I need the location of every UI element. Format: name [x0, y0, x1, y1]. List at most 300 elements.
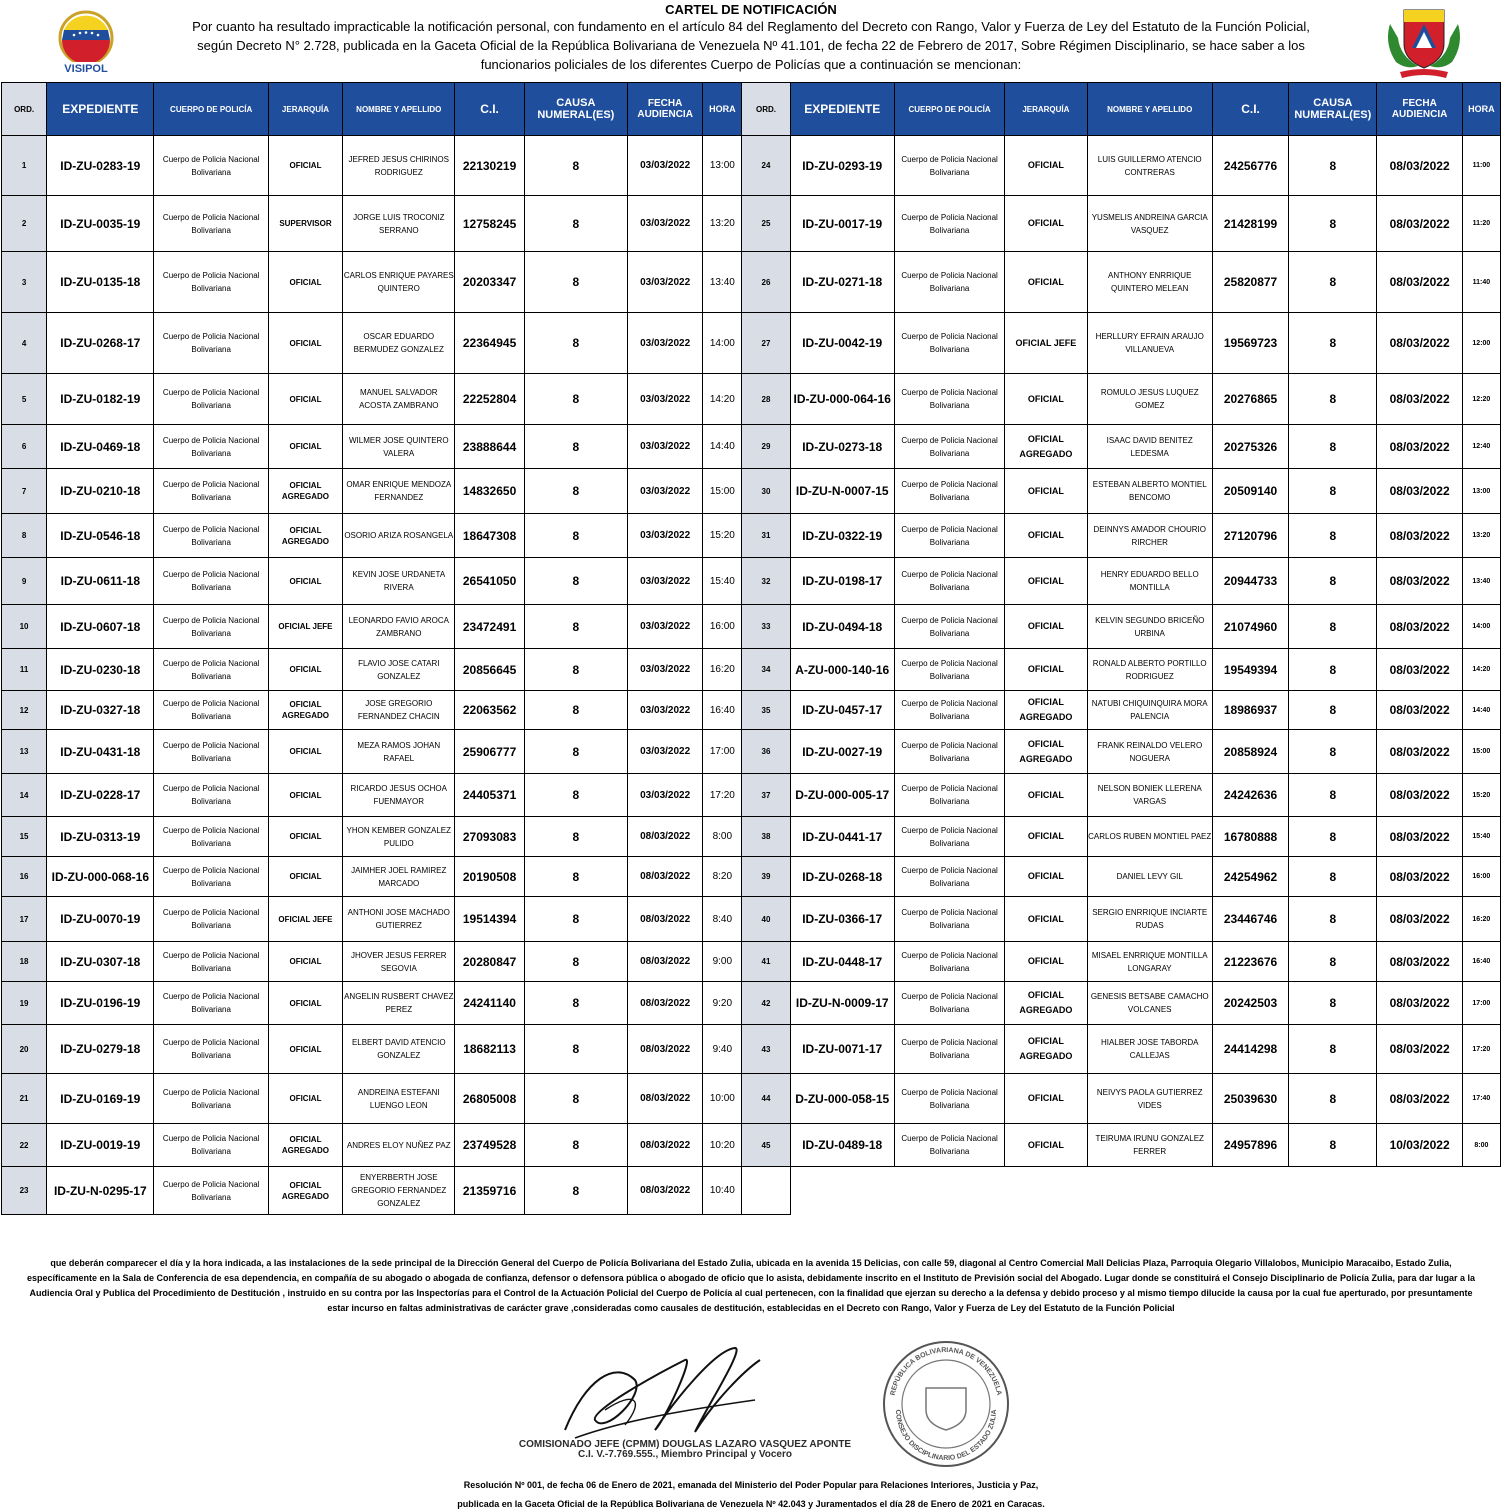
row-causa: 8: [524, 136, 627, 196]
row-ci: 20856645: [455, 649, 524, 691]
row-ci: 22252804: [455, 374, 524, 425]
signer-block: [470, 1440, 900, 1460]
row-ord: 23: [2, 1167, 47, 1215]
row-fecha: 03/03/2022: [628, 469, 703, 514]
row-expediente: ID-ZU-0607-18: [47, 605, 154, 649]
resolution-line-1: Resolución Nº 001, de fecha 06 de Enero de 2021, emanada del Ministerio del Poder Popular para Relaciones Interiores, Justicia y Paz,: [463, 1480, 1039, 1490]
row-ord: 43: [742, 1025, 790, 1074]
row-ci: 20858924: [1212, 730, 1288, 774]
row-ord: 17: [2, 897, 47, 942]
row-ci: 27093083: [455, 817, 524, 857]
row-jerarquia: OFICIAL: [268, 1025, 342, 1074]
row-causa: 8: [1289, 857, 1377, 897]
row-cuerpo: Cuerpo de Policia Nacional Bolivariana: [154, 313, 268, 374]
row-fecha: 08/03/2022: [1377, 1025, 1462, 1074]
row-hora: 11:40: [1462, 252, 1500, 313]
row-nombre: JEFRED JESUS CHIRINOS RODRIGUEZ: [343, 136, 455, 196]
table-row: [2, 649, 1501, 691]
row-nombre: GENESIS BETSABE CAMACHO VOLCANES: [1087, 982, 1212, 1025]
row-causa: 8: [1289, 558, 1377, 605]
row-ci: 21428199: [1212, 196, 1288, 252]
row-ord: 27: [742, 313, 790, 374]
table-row: [2, 313, 1501, 374]
row-nombre: ANGELIN RUSBERT CHAVEZ PEREZ: [343, 982, 455, 1025]
row-jerarquia: OFICIAL: [268, 1074, 342, 1124]
row-fecha: 08/03/2022: [1377, 649, 1462, 691]
row-hora: 10:00: [703, 1074, 742, 1124]
row-nombre: ISAAC DAVID BENITEZ LEDESMA: [1087, 425, 1212, 469]
table-row: [2, 982, 1501, 1025]
row-fecha: 08/03/2022: [628, 1074, 703, 1124]
footer-line-1: que deberán comparecer el día y la hora indicada, a las instalaciones de la sede principal de la Dirección General del Cuerpo de Policía Bolivariana del Estado Zulia, ubicada en la avenida 15 Delicias, con calle 59, diagonal al Centro Comercial Mall Delicias Plaza, Parroquia Olegario Villalobos, Municipio Maracaibo, Estado Zulia,: [50, 1258, 1452, 1268]
row-fecha: 08/03/2022: [1377, 514, 1462, 558]
row-nombre: WILMER JOSE QUINTERO VALERA: [343, 425, 455, 469]
row-causa: 8: [1289, 982, 1377, 1025]
row-expediente: ID-ZU-N-0295-17: [47, 1167, 154, 1215]
row-jerarquia: OFICIAL: [268, 313, 342, 374]
row-fecha: 08/03/2022: [1377, 558, 1462, 605]
row-expediente: ID-ZU-0027-19: [790, 730, 894, 774]
row-jerarquia: OFICIAL: [268, 982, 342, 1025]
row-ord: 18: [2, 942, 47, 982]
row-cuerpo: Cuerpo de Policia Nacional Bolivariana: [894, 313, 1004, 374]
row-ord: 35: [742, 691, 790, 730]
row-ci: 18682113: [455, 1025, 524, 1074]
row-nombre: JAIMHER JOEL RAMIREZ MARCADO: [343, 857, 455, 897]
table-row: [2, 691, 1501, 730]
intro-line-3: funcionarios policiales de los diferentes Cuerpo de Policías que a continuación se mencionan:: [480, 57, 1022, 72]
notice-intro: [150, 17, 1352, 74]
row-jerarquia: OFICIAL: [268, 774, 342, 817]
row-nombre: HIALBER JOSE TABORDA CALLEJAS: [1087, 1025, 1212, 1074]
row-causa: 8: [524, 605, 627, 649]
row-hora: 16:20: [703, 649, 742, 691]
empty-cell: [742, 1167, 790, 1215]
row-expediente: ID-ZU-0448-17: [790, 942, 894, 982]
row-fecha: 08/03/2022: [1377, 691, 1462, 730]
row-expediente: ID-ZU-0307-18: [47, 942, 154, 982]
row-hora: 12:00: [1462, 313, 1500, 374]
row-hora: 13:00: [703, 136, 742, 196]
row-causa: 8: [524, 1124, 627, 1167]
row-fecha: 08/03/2022: [1377, 425, 1462, 469]
row-expediente: ID-ZU-0283-19: [47, 136, 154, 196]
intro-line-1: Por cuanto ha resultado impracticable la notificación personal, con fundamento en el artículo 84 del Reglamento del Decreto con Rango, Valor y Fuerza de Ley del Estatuto de la Función Policial,: [192, 19, 1310, 34]
table-row: [2, 605, 1501, 649]
row-hora: 14:20: [703, 374, 742, 425]
row-nombre: OMAR ENRIQUE MENDOZA FERNANDEZ: [343, 469, 455, 514]
row-cuerpo: Cuerpo de Policia Nacional Bolivariana: [894, 425, 1004, 469]
zulia-coat-of-arms-icon: [1382, 4, 1466, 80]
row-cuerpo: Cuerpo de Policia Nacional Bolivariana: [894, 374, 1004, 425]
row-ci: 23749528: [455, 1124, 524, 1167]
row-cuerpo: Cuerpo de Policia Nacional Bolivariana: [154, 1074, 268, 1124]
seal-bottom-text: CONSEJO DISCIPLINARIO DEL ESTADO ZULIA: [893, 1409, 999, 1463]
handwritten-signature-icon: [545, 1340, 775, 1452]
row-fecha: 03/03/2022: [628, 196, 703, 252]
svg-text:REPÚBLICA BOLIVARIANA DE VENEZ: [890, 1347, 1003, 1396]
row-cuerpo: Cuerpo de Policia Nacional Bolivariana: [154, 196, 268, 252]
footer-line-2: específicamente en la Sala de Conferencia de esa dependencia, en compañía de su abogado o abogada de confianza, defensor o defensora pública o abogado de oficio que lo asista, debidamente inscrito en el Instituto de Previsión social del Abogado. Lugar donde se constituirá el Consejo Disciplinario de Policía Zulia, para dar lugar a la: [26, 1273, 1475, 1283]
row-jerarquia: OFICIAL: [268, 558, 342, 605]
row-causa: 8: [1289, 1025, 1377, 1074]
row-jerarquia: OFICIAL: [1005, 774, 1087, 817]
row-ci: 26805008: [455, 1074, 524, 1124]
row-jerarquia: OFICIAL: [1005, 374, 1087, 425]
row-expediente: ID-ZU-0313-19: [47, 817, 154, 857]
row-cuerpo: Cuerpo de Policia Nacional Bolivariana: [154, 857, 268, 897]
row-causa: 8: [1289, 196, 1377, 252]
row-cuerpo: Cuerpo de Policia Nacional Bolivariana: [894, 730, 1004, 774]
row-nombre: MISAEL ENRRIQUE MONTILLA LONGARAY: [1087, 942, 1212, 982]
col-header-cuerpo: CUERPO DE POLICÍA: [894, 83, 1004, 136]
row-causa: 8: [524, 691, 627, 730]
col-header-fecha: FECHA AUDIENCIA: [1377, 83, 1462, 136]
row-causa: 8: [524, 469, 627, 514]
row-cuerpo: Cuerpo de Policia Nacional Bolivariana: [154, 425, 268, 469]
row-ord: 2: [2, 196, 47, 252]
row-ci: 18986937: [1212, 691, 1288, 730]
row-ord: 16: [2, 857, 47, 897]
row-nombre: JORGE LUIS TROCONIZ SERRANO: [343, 196, 455, 252]
row-jerarquia: OFICIAL: [1005, 469, 1087, 514]
row-causa: 8: [1289, 252, 1377, 313]
table-row: [2, 774, 1501, 817]
row-ord: 4: [2, 313, 47, 374]
row-ci: 25039630: [1212, 1074, 1288, 1124]
row-hora: 13:40: [703, 252, 742, 313]
row-ci: 24405371: [455, 774, 524, 817]
row-jerarquia: OFICIAL: [1005, 605, 1087, 649]
row-expediente: ID-ZU-0441-17: [790, 817, 894, 857]
row-fecha: 08/03/2022: [628, 1124, 703, 1167]
row-hora: 15:20: [1462, 774, 1500, 817]
row-ci: 20280847: [455, 942, 524, 982]
row-cuerpo: Cuerpo de Policia Nacional Bolivariana: [894, 982, 1004, 1025]
row-hora: 13:20: [1462, 514, 1500, 558]
row-jerarquia: OFICIAL: [1005, 897, 1087, 942]
row-hora: 9:00: [703, 942, 742, 982]
row-ord: 45: [742, 1124, 790, 1167]
row-expediente: ID-ZU-0210-18: [47, 469, 154, 514]
row-causa: 8: [524, 1025, 627, 1074]
row-nombre: LEONARDO FAVIO AROCA ZAMBRANO: [343, 605, 455, 649]
row-ci: 14832650: [455, 469, 524, 514]
row-ord: 9: [2, 558, 47, 605]
row-jerarquia: OFICIAL: [1005, 857, 1087, 897]
col-header-nombre: NOMBRE Y APELLIDO: [1087, 83, 1212, 136]
row-ci: 20509140: [1212, 469, 1288, 514]
row-hora: 15:00: [1462, 730, 1500, 774]
row-ci: 23446746: [1212, 897, 1288, 942]
table-row: [2, 942, 1501, 982]
row-jerarquia: OFICIAL AGREGADO: [1005, 1025, 1087, 1074]
row-ci: 24256776: [1212, 136, 1288, 196]
row-hora: 17:00: [1462, 982, 1500, 1025]
row-ci: 26541050: [455, 558, 524, 605]
row-expediente: ID-ZU-0293-19: [790, 136, 894, 196]
row-ord: 33: [742, 605, 790, 649]
row-fecha: 03/03/2022: [628, 605, 703, 649]
row-causa: 8: [1289, 730, 1377, 774]
row-expediente: ID-ZU-0494-18: [790, 605, 894, 649]
row-nombre: LUIS GUILLERMO ATENCIO CONTRERAS: [1087, 136, 1212, 196]
row-jerarquia: OFICIAL: [1005, 649, 1087, 691]
row-hora: 14:40: [1462, 691, 1500, 730]
row-jerarquia: OFICIAL AGREGADO: [268, 691, 342, 730]
row-jerarquia: OFICIAL: [268, 136, 342, 196]
row-jerarquia: OFICIAL: [1005, 1124, 1087, 1167]
row-hora: 10:20: [703, 1124, 742, 1167]
table-header-row: [2, 83, 1501, 136]
row-expediente: D-ZU-000-058-15: [790, 1074, 894, 1124]
row-cuerpo: Cuerpo de Policia Nacional Bolivariana: [894, 1025, 1004, 1074]
footer-line-3: Audiencia Oral y Publica del Procedimiento de Destitución , instruido en su contra por las Inspectorías para el Control de la Actuación Policial del Cuerpo de Policía al cual pertenecen, con la finalidad que ejerzan su derecho a la defensa y debido proceso y al mismo tiempo dilucide la causa por la cual fue aperturado, por presuntamente: [29, 1288, 1473, 1298]
row-causa: 8: [524, 558, 627, 605]
table-body: [2, 136, 1501, 1215]
row-ci: 25906777: [455, 730, 524, 774]
row-expediente: ID-ZU-0268-17: [47, 313, 154, 374]
row-hora: 15:00: [703, 469, 742, 514]
row-expediente: ID-ZU-0035-19: [47, 196, 154, 252]
row-cuerpo: Cuerpo de Policia Nacional Bolivariana: [894, 1074, 1004, 1124]
row-fecha: 10/03/2022: [1377, 1124, 1462, 1167]
col-header-ord: ORD.: [2, 83, 47, 136]
row-fecha: 03/03/2022: [628, 252, 703, 313]
row-causa: 8: [1289, 649, 1377, 691]
row-nombre: NATUBI CHIQUINQUIRA MORA PALENCIA: [1087, 691, 1212, 730]
row-fecha: 08/03/2022: [628, 817, 703, 857]
row-jerarquia: OFICIAL: [1005, 558, 1087, 605]
row-hora: 9:20: [703, 982, 742, 1025]
row-nombre: CARLOS RUBEN MONTIEL PAEZ: [1087, 817, 1212, 857]
row-ord: 28: [742, 374, 790, 425]
row-expediente: ID-ZU-0322-19: [790, 514, 894, 558]
row-ci: 19514394: [455, 897, 524, 942]
row-cuerpo: Cuerpo de Policia Nacional Bolivariana: [154, 649, 268, 691]
row-jerarquia: OFICIAL: [268, 857, 342, 897]
row-ci: 20944733: [1212, 558, 1288, 605]
row-jerarquia: OFICIAL: [1005, 514, 1087, 558]
row-fecha: 08/03/2022: [1377, 942, 1462, 982]
row-fecha: 03/03/2022: [628, 374, 703, 425]
row-ord: 31: [742, 514, 790, 558]
row-nombre: JOSE GREGORIO FERNANDEZ CHACIN: [343, 691, 455, 730]
row-cuerpo: Cuerpo de Policia Nacional Bolivariana: [154, 691, 268, 730]
row-jerarquia: OFICIAL AGREGADO: [1005, 691, 1087, 730]
row-hora: 14:00: [1462, 605, 1500, 649]
row-jerarquia: OFICIAL: [1005, 942, 1087, 982]
col-header-jerarquia: JERARQUÍA: [268, 83, 342, 136]
col-header-causa: CAUSA NUMERAL(ES): [524, 83, 627, 136]
row-cuerpo: Cuerpo de Policia Nacional Bolivariana: [154, 605, 268, 649]
row-causa: 8: [1289, 1124, 1377, 1167]
row-expediente: ID-ZU-0019-19: [47, 1124, 154, 1167]
row-fecha: 08/03/2022: [1377, 982, 1462, 1025]
row-fecha: 08/03/2022: [628, 1025, 703, 1074]
row-cuerpo: Cuerpo de Policia Nacional Bolivariana: [154, 558, 268, 605]
row-expediente: ID-ZU-0273-18: [790, 425, 894, 469]
row-ord: 32: [742, 558, 790, 605]
row-cuerpo: Cuerpo de Policia Nacional Bolivariana: [894, 897, 1004, 942]
row-nombre: TEIRUMA IRUNU GONZALEZ FERRER: [1087, 1124, 1212, 1167]
row-ci: 20242503: [1212, 982, 1288, 1025]
row-nombre: MEZA RAMOS JOHAN RAFAEL: [343, 730, 455, 774]
row-fecha: 08/03/2022: [628, 897, 703, 942]
row-ci: 23888644: [455, 425, 524, 469]
row-nombre: ROMULO JESUS LUQUEZ GOMEZ: [1087, 374, 1212, 425]
row-jerarquia: OFICIAL JEFE: [1005, 313, 1087, 374]
row-causa: 8: [1289, 897, 1377, 942]
notice-title: CARTEL DE NOTIFICACIÓN: [665, 2, 837, 17]
col-header-nombre: NOMBRE Y APELLIDO: [343, 83, 455, 136]
row-ord: 20: [2, 1025, 47, 1074]
row-cuerpo: Cuerpo de Policia Nacional Bolivariana: [154, 730, 268, 774]
row-cuerpo: Cuerpo de Policia Nacional Bolivariana: [894, 136, 1004, 196]
row-hora: 14:40: [703, 425, 742, 469]
intro-line-2: según Decreto N° 2.728, publicada en la Gaceta Oficial de la República Bolivariana de Venezuela Nº 41.101, de fecha 22 de Febrero de 2017, Sobre Régimen Disciplinario, se hace saber a los: [197, 38, 1305, 53]
row-nombre: FLAVIO JOSE CATARI GONZALEZ: [343, 649, 455, 691]
row-fecha: 08/03/2022: [1377, 136, 1462, 196]
table-row: [2, 196, 1501, 252]
row-ci: 24241140: [455, 982, 524, 1025]
row-expediente: ID-ZU-0230-18: [47, 649, 154, 691]
row-fecha: 03/03/2022: [628, 730, 703, 774]
row-jerarquia: OFICIAL: [268, 252, 342, 313]
row-nombre: HENRY EDUARDO BELLO MONTILLA: [1087, 558, 1212, 605]
row-nombre: RONALD ALBERTO PORTILLO RODRIGUEZ: [1087, 649, 1212, 691]
row-jerarquia: OFICIAL AGREGADO: [1005, 730, 1087, 774]
table-row: [2, 817, 1501, 857]
row-fecha: 03/03/2022: [628, 649, 703, 691]
row-expediente: ID-ZU-000-068-16: [47, 857, 154, 897]
row-jerarquia: OFICIAL: [1005, 1074, 1087, 1124]
row-ci: 22130219: [455, 136, 524, 196]
row-cuerpo: Cuerpo de Policia Nacional Bolivariana: [154, 942, 268, 982]
table-row: [2, 558, 1501, 605]
row-hora: 14:20: [1462, 649, 1500, 691]
row-expediente: ID-ZU-N-0009-17: [790, 982, 894, 1025]
table-row: [2, 1124, 1501, 1167]
row-fecha: 08/03/2022: [1377, 857, 1462, 897]
row-ci: 20190508: [455, 857, 524, 897]
row-ord: 36: [742, 730, 790, 774]
col-header-cuerpo: CUERPO DE POLICÍA: [154, 83, 268, 136]
row-causa: 8: [524, 425, 627, 469]
row-hora: 17:20: [703, 774, 742, 817]
row-causa: 8: [1289, 514, 1377, 558]
col-header-causa: CAUSA NUMERAL(ES): [1289, 83, 1377, 136]
row-cuerpo: Cuerpo de Policia Nacional Bolivariana: [154, 1124, 268, 1167]
row-ord: 1: [2, 136, 47, 196]
row-expediente: ID-ZU-0017-19: [790, 196, 894, 252]
table-row: [2, 1167, 1501, 1215]
row-causa: 8: [524, 817, 627, 857]
row-nombre: ANTHONI JOSE MACHADO GUTIERREZ: [343, 897, 455, 942]
table-row: [2, 514, 1501, 558]
row-causa: 8: [1289, 1074, 1377, 1124]
row-causa: 8: [1289, 136, 1377, 196]
row-expediente: ID-ZU-0228-17: [47, 774, 154, 817]
row-ord: 11: [2, 649, 47, 691]
row-ord: 26: [742, 252, 790, 313]
table-row: [2, 1074, 1501, 1124]
notice-header: [0, 0, 1502, 82]
row-ord: 19: [2, 982, 47, 1025]
row-fecha: 08/03/2022: [1377, 605, 1462, 649]
row-causa: 8: [524, 649, 627, 691]
row-expediente: A-ZU-000-140-16: [790, 649, 894, 691]
row-fecha: 08/03/2022: [1377, 196, 1462, 252]
visipol-logo-text: VISIPOL: [64, 63, 108, 75]
row-cuerpo: Cuerpo de Policia Nacional Bolivariana: [154, 982, 268, 1025]
table-row: [2, 857, 1501, 897]
row-jerarquia: OFICIAL: [268, 425, 342, 469]
row-jerarquia: OFICIAL AGREGADO: [268, 1124, 342, 1167]
row-hora: 16:00: [703, 605, 742, 649]
row-ord: 6: [2, 425, 47, 469]
row-hora: 16:40: [1462, 942, 1500, 982]
row-hora: 8:00: [1462, 1124, 1500, 1167]
row-causa: 8: [1289, 817, 1377, 857]
resolution-line-2: publicada en la Gaceta Oficial de la República Bolivariana de Venezuela Nº 42.043 y Juramentados el día 28 de Enero de 2021 en Caracas.: [457, 1499, 1045, 1509]
row-cuerpo: Cuerpo de Policia Nacional Bolivariana: [154, 136, 268, 196]
seal-top-text: REPÚBLICA BOLIVARIANA DE VENEZUELA: [889, 1346, 1003, 1397]
row-expediente: ID-ZU-000-064-16: [790, 374, 894, 425]
row-cuerpo: Cuerpo de Policia Nacional Bolivariana: [154, 252, 268, 313]
row-fecha: 03/03/2022: [628, 558, 703, 605]
row-fecha: 08/03/2022: [1377, 252, 1462, 313]
row-ord: 29: [742, 425, 790, 469]
row-ci: 24254962: [1212, 857, 1288, 897]
row-jerarquia: OFICIAL: [268, 942, 342, 982]
row-hora: 13:40: [1462, 558, 1500, 605]
row-cuerpo: Cuerpo de Policia Nacional Bolivariana: [894, 469, 1004, 514]
row-ci: 19549394: [1212, 649, 1288, 691]
row-hora: 17:40: [1462, 1074, 1500, 1124]
row-jerarquia: OFICIAL: [268, 374, 342, 425]
row-ord: 22: [2, 1124, 47, 1167]
row-expediente: D-ZU-000-005-17: [790, 774, 894, 817]
row-causa: 8: [524, 374, 627, 425]
row-nombre: OSCAR EDUARDO BERMUDEZ GONZALEZ: [343, 313, 455, 374]
row-hora: 14:00: [703, 313, 742, 374]
row-nombre: YUSMELIS ANDREINA GARCIA VASQUEZ: [1087, 196, 1212, 252]
row-hora: 15:40: [703, 558, 742, 605]
row-fecha: 08/03/2022: [1377, 897, 1462, 942]
row-causa: 8: [524, 897, 627, 942]
row-ci: 27120796: [1212, 514, 1288, 558]
row-expediente: ID-ZU-0327-18: [47, 691, 154, 730]
row-cuerpo: Cuerpo de Policia Nacional Bolivariana: [894, 252, 1004, 313]
row-fecha: 03/03/2022: [628, 774, 703, 817]
row-expediente: ID-ZU-0469-18: [47, 425, 154, 469]
row-hora: 8:00: [703, 817, 742, 857]
row-cuerpo: Cuerpo de Policia Nacional Bolivariana: [894, 817, 1004, 857]
row-expediente: ID-ZU-0198-17: [790, 558, 894, 605]
row-ord: 25: [742, 196, 790, 252]
row-ord: 34: [742, 649, 790, 691]
row-ord: 8: [2, 514, 47, 558]
row-nombre: RICARDO JESUS OCHOA FUENMAYOR: [343, 774, 455, 817]
row-nombre: ANDREINA ESTEFANI LUENGO LEON: [343, 1074, 455, 1124]
row-expediente: ID-ZU-0611-18: [47, 558, 154, 605]
row-causa: 8: [524, 514, 627, 558]
row-cuerpo: Cuerpo de Policia Nacional Bolivariana: [894, 857, 1004, 897]
row-ord: 24: [742, 136, 790, 196]
row-expediente: ID-ZU-0071-17: [790, 1025, 894, 1074]
col-header-fecha: FECHA AUDIENCIA: [628, 83, 703, 136]
